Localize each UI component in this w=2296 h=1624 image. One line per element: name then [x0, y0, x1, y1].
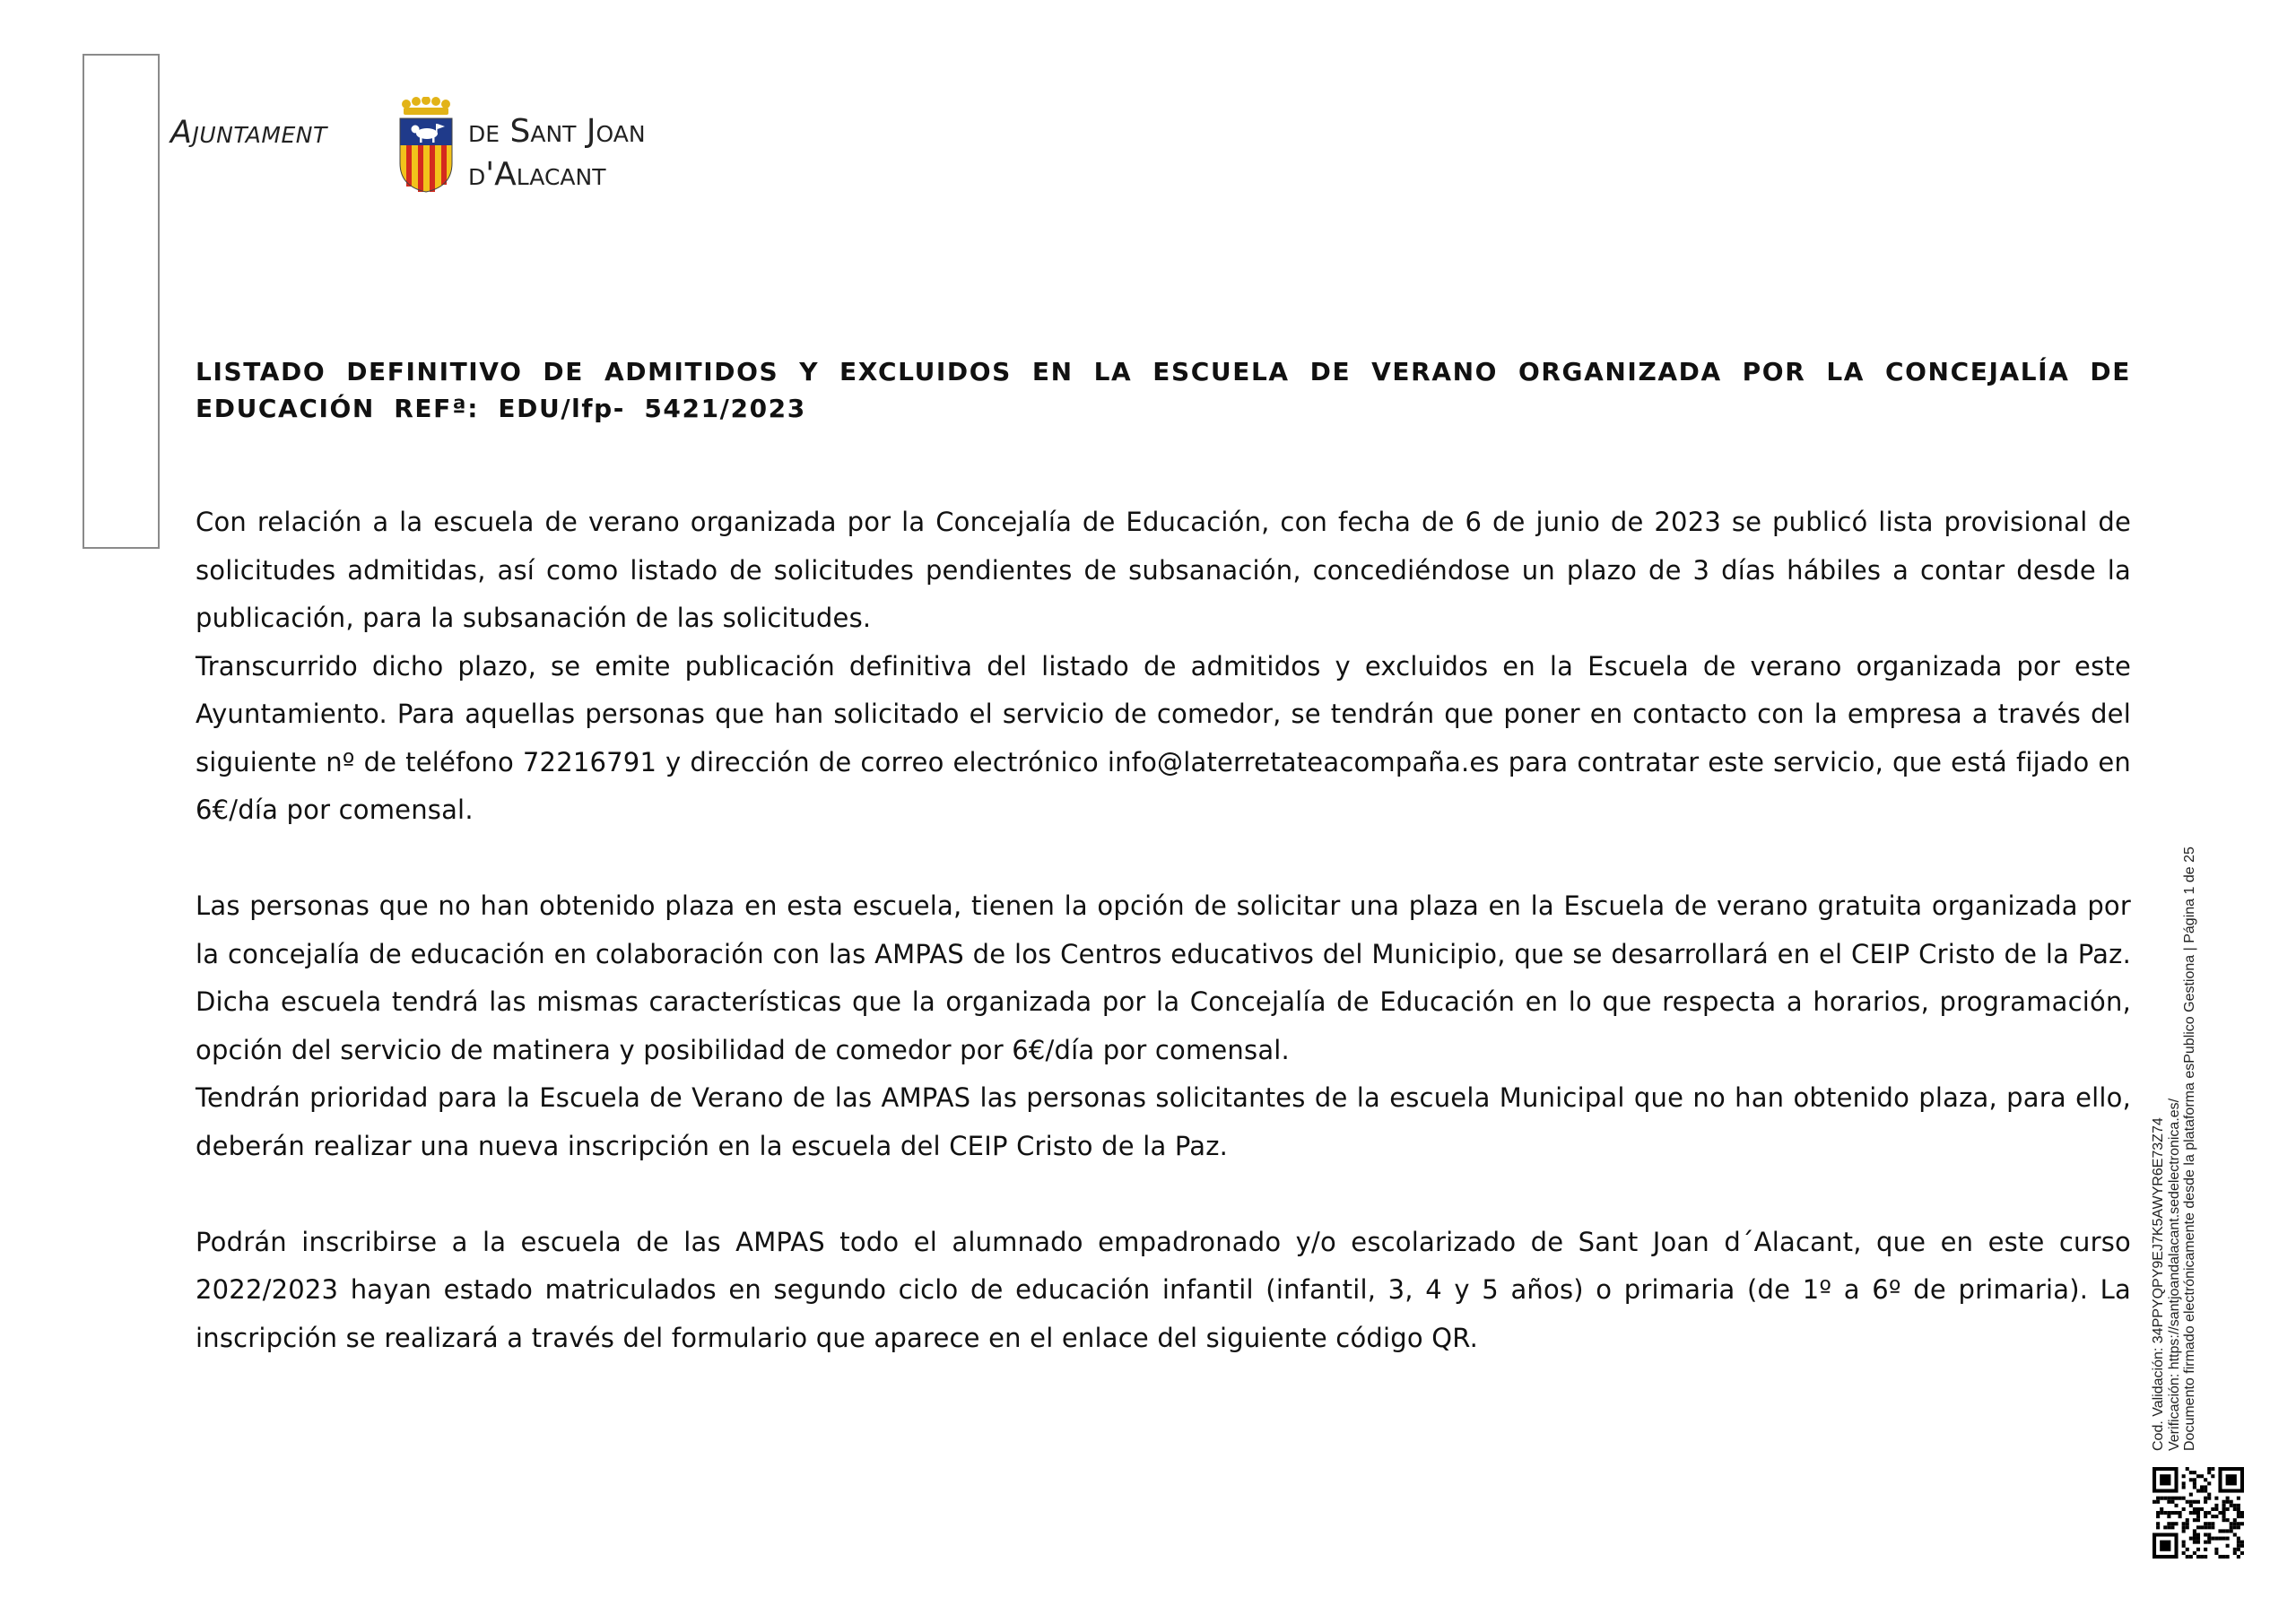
paragraph-3: Las personas que no han obtenido plaza en esta escuela, tienen la opción de solicitar una plaza en la Escuela de verano gratuita organizada por la concejalía de educación en colaboración con las AMPAS de los Centros educativos del Municipio, que se desarrollará en el CEIP Cristo de la Paz. Dicha escuela tendrá las mismas características que la organizada por la Concejalía de Educación en lo que respecta a horarios, programación, opción del servicio de matinera y posibilidad de comedor por 6€/día por comensal.	[196, 890, 2131, 1065]
paragraph-5: Podrán inscribirse a la escuela de las AMPAS todo el alumnado empadronado y/o escolarizado de Sant Joan d´Alacant, que en este curso 2022/2023 hayan estado matriculados en segundo ciclo de educación infantil (infantil, 3, 4 y 5 años) o primaria (de 1º a 6º de primaria). La inscripción se realizará a través del formulario que aparece en el enlace del siguiente código QR.	[196, 1226, 2131, 1353]
qr-code-icon	[2152, 1467, 2244, 1559]
paragraph-1: Con relación a la escuela de verano organizada por la Concejalía de Educación, con fecha de 6 de junio de 2023 se publicó lista provisional de solicitudes admitidas, así como listado de solicitudes pendientes de subsanación, concediéndose un plazo de 3 días hábiles a contar desde la publicación, para la subsanación de las solicitudes.	[196, 507, 2131, 633]
logo-word-ajuntament: Ajuntament	[170, 115, 327, 151]
verification-url: Verificación: https://santjoandalacant.sedelectronica.es/	[2166, 1098, 2182, 1451]
municipal-logo	[170, 97, 709, 204]
crown-icon	[402, 97, 450, 115]
coat-of-arms-icon	[395, 97, 457, 194]
paragraph-2: Transcurrido dicho plazo, se emite publicación definitiva del listado de admitidos y excluidos en la Escuela de verano organizada por este Ayuntamiento. Para aquellas personas que han solicitado el servicio de comedor, se tendrán que poner en contacto con la empresa a través del siguiente nº de teléfono 72216791 y dirección de correo electrónico info@laterretateacompaña.es para contratar este servicio, que está fijado en 6€/día por comensal.	[196, 650, 2131, 825]
logo-word-sant-joan: de Sant Joan	[468, 113, 646, 150]
validation-strip	[2151, 847, 2198, 1451]
document-body	[196, 499, 2131, 1362]
document-title: LISTADO DEFINITIVO DE ADMITIDOS Y EXCLUIDOS EN LA ESCUELA DE VERANO ORGANIZADA POR LA CONCEJALÍA DE EDUCACIÓN REFª: EDU/lfp- 5421/2023	[196, 357, 2131, 423]
validation-code: Cod. Validación: 34PPYQPY9EJ7K5AWYR6E73Z74	[2151, 1117, 2166, 1451]
signature-note: Documento firmado electrónicamente desde la plataforma esPublico Gestiona | Página 1 de 25	[2182, 847, 2197, 1451]
margin-frame	[83, 54, 160, 549]
logo-word-alacant: d'Alacant	[468, 156, 606, 193]
paragraph-4: Tendrán prioridad para la Escuela de Verano de las AMPAS las personas solicitantes de la escuela Municipal que no han obtenido plaza, para ello, deberán realizar una nueva inscripción en la escuela del CEIP Cristo de la Paz.	[196, 1082, 2131, 1161]
